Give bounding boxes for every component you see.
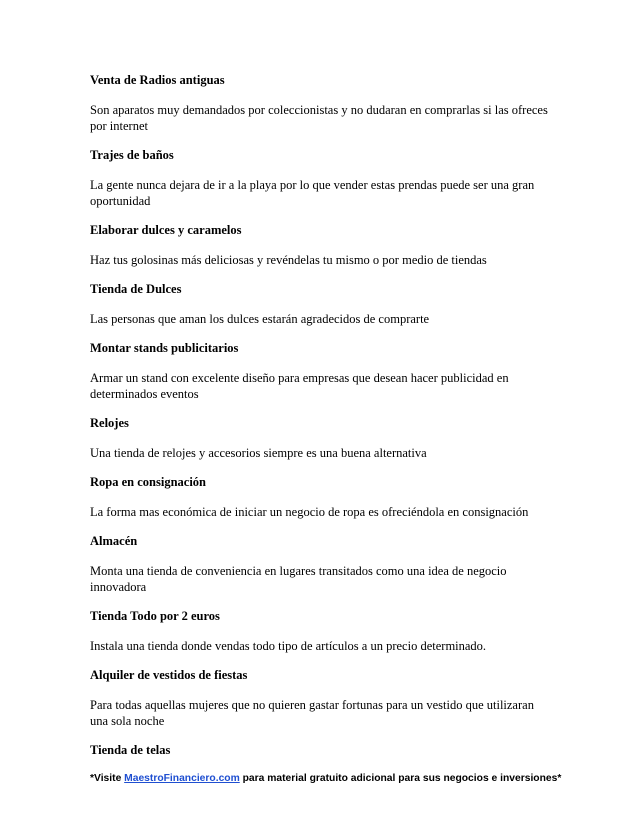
section-heading: Venta de Radios antiguas [90,73,225,87]
document-body [90,72,552,758]
section-heading: Almacén [90,534,138,548]
section-heading: Alquiler de vestidos de fiestas [90,668,248,682]
section-text: Haz tus golosinas más deliciosas y revéndelas tu mismo o por medio de tiendas [90,253,487,267]
section-heading: Elaborar dulces y caramelos [90,223,242,237]
section-text: Las personas que aman los dulces estarán agradecidos de comprarte [90,312,430,326]
section-text: Para todas aquellas mujeres que no quieren gastar fortunas para un vestido que utilizaran una sola noche [90,698,534,728]
section-text: Monta una tienda de conveniencia en lugares transitados como una idea de negocio innovadora [90,564,507,594]
section-heading: Tienda Todo por 2 euros [90,609,220,623]
section-heading: Ropa en consignación [90,475,206,489]
section-heading: Trajes de baños [90,148,174,162]
section-text: La gente nunca dejara de ir a la playa por lo que vender estas prendas puede ser una gran oportunidad [90,178,535,208]
page-footer [90,772,560,786]
footer-prefix: *Visite [90,773,125,784]
section-text: La forma mas económica de iniciar un negocio de ropa es ofreciéndola en consignación [90,505,529,519]
section-heading: Tienda de Dulces [90,282,182,296]
section-text: Una tienda de relojes y accesorios siempre es una buena alternativa [90,446,427,460]
footer-link[interactable]: MaestroFinanciero.com [124,773,240,784]
footer-suffix: para material gratuito adicional para sus negocios e inversiones* [239,773,562,784]
section-text: Armar un stand con excelente diseño para empresas que desean hacer publicidad en determinados eventos [90,371,509,401]
section-heading: Montar stands publicitarios [90,341,239,355]
section-text: Instala una tienda donde vendas todo tipo de artículos a un precio determinado. [90,639,487,653]
section-heading: Relojes [90,416,129,430]
section-text: Son aparatos muy demandados por coleccionistas y no dudaran en comprarlas si las ofreces por internet [90,103,548,133]
section-heading: Tienda de telas [90,743,171,757]
